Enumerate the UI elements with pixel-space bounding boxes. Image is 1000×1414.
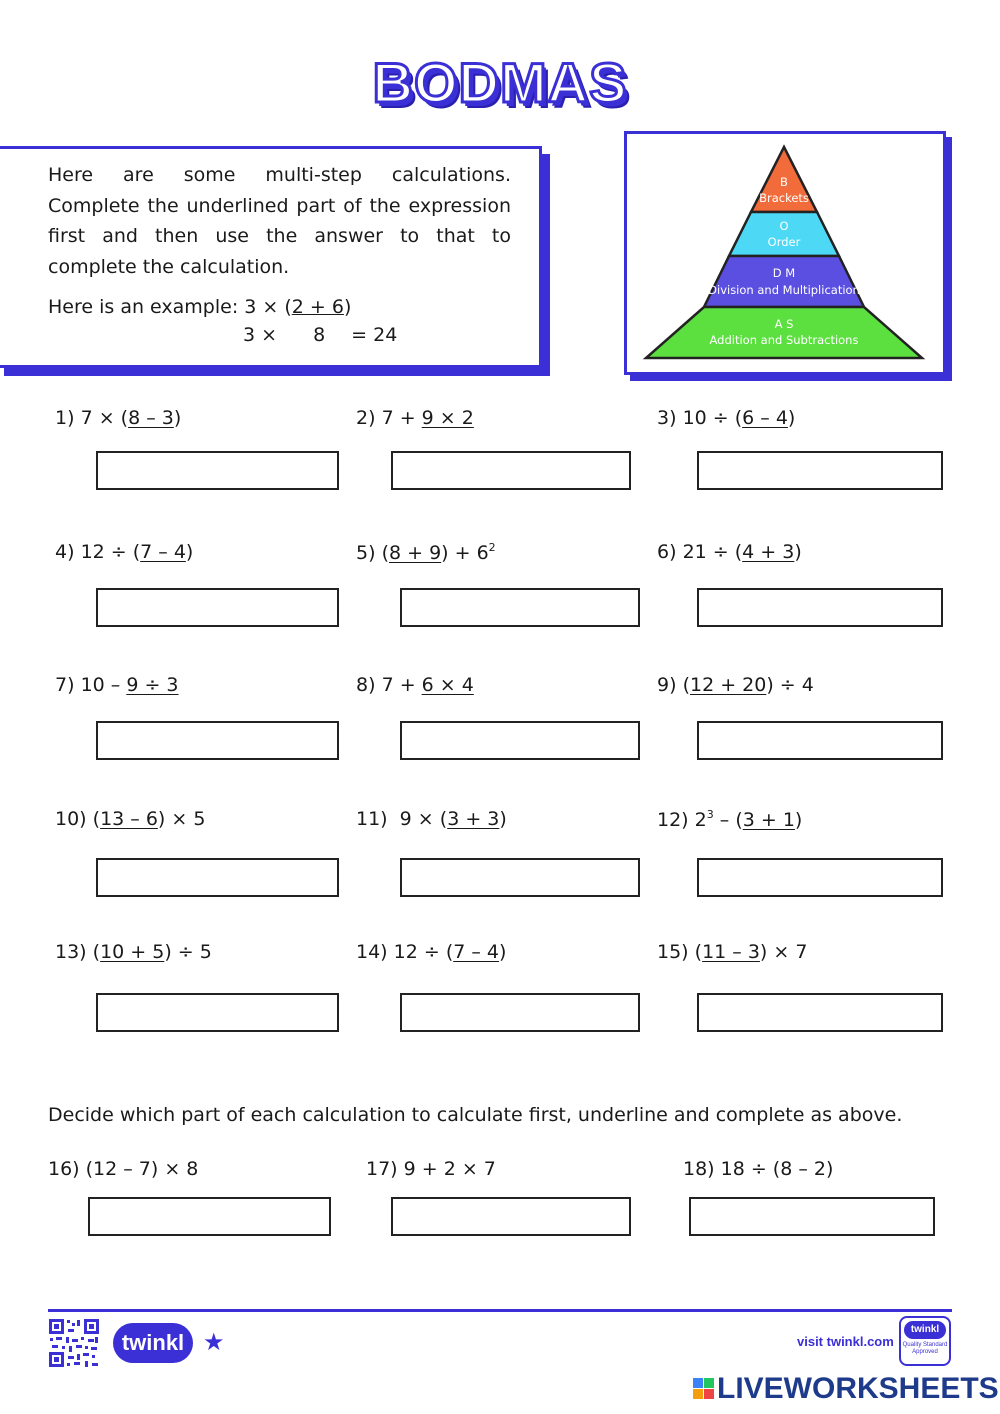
instruction-text: Decide which part of each calculation to calculate first, underline and complete as above.: [48, 1104, 903, 1126]
question-9: 9) (12 + 20) ÷ 4: [657, 674, 814, 696]
question-6: 6) 21 ÷ (4 + 3): [657, 541, 802, 563]
intro-text: Here are some multi-step calculations. Complete the underlined part of the expression first and then use the answer to that to complete the calculation.: [48, 164, 511, 278]
pyramid-dm-name: Division and Multiplication: [708, 283, 860, 297]
example-c: = 24: [351, 324, 398, 346]
answer-box-5[interactable]: [400, 588, 640, 627]
answer-box-9[interactable]: [697, 721, 943, 760]
badge-text: Quality Standard Approved: [902, 1342, 948, 1355]
visit-link[interactable]: visit twinkl.com: [797, 1334, 894, 1349]
example-line: [48, 296, 351, 318]
question-18: 18) 18 ÷ (8 – 2): [683, 1158, 834, 1180]
qr-code-icon[interactable]: [48, 1318, 100, 1368]
answer-box-11[interactable]: [400, 858, 640, 897]
star-icon: ★: [203, 1328, 225, 1356]
answer-box-10[interactable]: [96, 858, 339, 897]
pyramid-b-name: Brackets: [759, 191, 809, 205]
pyramid-dm-letters: D M: [772, 266, 796, 280]
answer-box-14[interactable]: [400, 993, 640, 1032]
page-title: BODMAS: [372, 51, 628, 114]
badge-logo: twinkl: [904, 1321, 946, 1339]
answer-box-8[interactable]: [400, 721, 640, 760]
pyramid-b-letters: B: [780, 175, 788, 189]
answer-box-15[interactable]: [697, 993, 943, 1032]
liveworksheets-icon: [693, 1378, 715, 1400]
pyramid-level-dm: [704, 256, 864, 307]
footer-divider: [48, 1309, 952, 1312]
pyramid-as-name: Addition and Subtractions: [709, 333, 859, 347]
twinkl-logo[interactable]: twinkl: [113, 1323, 193, 1363]
answer-box-6[interactable]: [697, 588, 943, 627]
liveworksheets-logo[interactable]: LIVEWORKSHEETS: [717, 1372, 999, 1405]
answer-box-12[interactable]: [697, 858, 943, 897]
example-prefix: Here is an example: 3 × (: [48, 296, 292, 318]
bodmas-pyramid: [624, 131, 946, 375]
answer-box-1[interactable]: [96, 451, 339, 490]
question-14: 14) 12 ÷ (7 – 4): [356, 941, 507, 963]
pyramid-o-name: Order: [767, 235, 801, 249]
example-working: [243, 324, 397, 346]
question-3: 3) 10 ÷ (6 – 4): [657, 407, 796, 429]
question-7: 7) 10 – 9 ÷ 3: [55, 674, 179, 696]
example-suffix: ): [343, 296, 352, 318]
example-b: 8: [313, 324, 326, 346]
question-8: 8) 7 + 6 × 4: [356, 674, 474, 696]
example-underlined: 2 + 6: [291, 296, 344, 318]
question-4: 4) 12 ÷ (7 – 4): [55, 541, 194, 563]
answer-box-13[interactable]: [96, 993, 339, 1032]
answer-box-3[interactable]: [697, 451, 943, 490]
question-12: 12) $2^3 - (3 + 1)$: [657, 808, 803, 831]
answer-box-2[interactable]: [391, 451, 631, 490]
pyramid-as-letters: A S: [774, 317, 794, 331]
question-5: 5) $(8 + 9) + 6^2$: [356, 541, 496, 564]
answer-box-16[interactable]: [88, 1197, 331, 1236]
answer-box-17[interactable]: [391, 1197, 631, 1236]
quality-badge: [899, 1316, 951, 1366]
question-13: 13) (10 + 5) ÷ 5: [55, 941, 212, 963]
question-2: 2) 7 + 9 × 2: [356, 407, 474, 429]
answer-box-7[interactable]: [96, 721, 339, 760]
answer-box-18[interactable]: [689, 1197, 935, 1236]
answer-box-4[interactable]: [96, 588, 339, 627]
question-1: 1) 7 × (8 – 3): [55, 407, 182, 429]
question-17: 17) 9 + 2 × 7: [366, 1158, 496, 1180]
question-15: 15) (11 – 3) × 7: [657, 941, 808, 963]
question-16: 16) (12 – 7) × 8: [48, 1158, 199, 1180]
question-11: 11) 9 × (3 + 3): [356, 808, 507, 830]
question-10: 10) (13 – 6) × 5: [55, 808, 206, 830]
example-a: 3 ×: [243, 324, 278, 346]
pyramid-o-letters: O: [779, 219, 789, 233]
